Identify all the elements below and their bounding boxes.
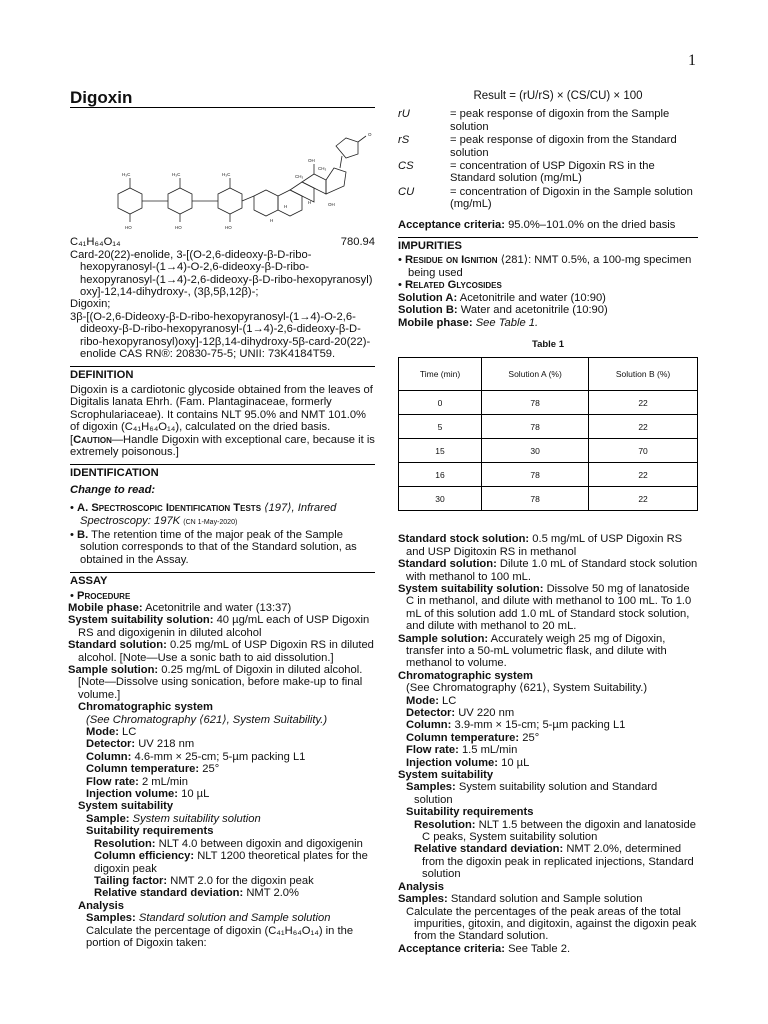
value: System suitability solution <box>132 812 261 825</box>
assay-calc: Calculate the percentage of digoxin (C₄₁H₆₄O₁₄) in the portion of Digoxin taken: <box>86 924 354 949</box>
table-body <box>399 391 698 511</box>
chemical-name: Card-20(22)-enolide, 3-[(O-2,6-dideoxy-β-D-ribo-hexopyranosyl-(1→4)-O-2,6-dideoxy-β-D-ribo-hexopyranosyl-(1→4)-2,6-dideoxy-β-D-ribo-hexopyranosyl) oxy]-12,14-dihydroxy-, (3β,5β,12β)-; <box>70 248 373 299</box>
value: NLT 4.0 between digoxin and digoxigenin <box>158 837 363 850</box>
assay-injection-volume <box>70 788 375 800</box>
assay-chrom-ref: (See Chromatography ⟨621⟩, System Suitability.) <box>86 713 328 726</box>
table-cell: 78 <box>482 463 589 487</box>
value: 95.0%–101.0% on the dried basis <box>508 218 676 231</box>
table-cell: 78 <box>482 487 589 511</box>
assay-analysis-label: Analysis <box>78 899 125 912</box>
solution-b <box>398 304 698 316</box>
table-header-cell: Time (min) <box>399 358 482 391</box>
identification-b: • B. The retention time of the major peak of the Sample solution corresponds to that of the Standard solution, as obtained in the Assay. <box>70 528 357 566</box>
item-text: 25° <box>519 731 540 744</box>
struct-label: H₃C <box>172 172 181 178</box>
struct-label: CH₃ <box>295 174 304 180</box>
procedure-item <box>398 732 698 744</box>
def-text: = concentration of Digoxin in the Sample solution (mg/mL) <box>450 185 693 211</box>
value: 40 µg/mL each of USP Digoxin RS and digoxigenin in diluted alcohol <box>78 614 370 639</box>
assay-efficiency <box>70 850 375 875</box>
chemical-name: Digoxin; <box>70 298 111 311</box>
assay-resolution <box>70 838 375 850</box>
value: Acetonitrile and water (10:90) <box>459 291 606 304</box>
table-cell: 30 <box>482 439 589 463</box>
table-cell: 78 <box>482 415 589 439</box>
label: Column efficiency: <box>94 850 195 863</box>
item-label: Standard solution: <box>398 558 497 571</box>
item-text: Dilute 1.0 mL of Standard stock solution with methanol to 100 mL. <box>406 558 698 583</box>
struct-label: HO <box>175 225 182 231</box>
result-equation: Result = (rU/rS) × (CS/CU) × 100 <box>473 90 643 102</box>
struct-label: HO <box>125 225 132 231</box>
label: Column: <box>86 750 132 763</box>
roi-label: Residue on Ignition <box>405 254 498 267</box>
label: Detector: <box>86 738 136 751</box>
identification-a: • A. Spectroscopic Identification Tests ⟨197⟩, Infrared Spectroscopy: 197K (CN 1-May-2020) <box>70 502 337 527</box>
item-label: Standard stock solution: <box>398 533 530 546</box>
label: Samples: <box>86 912 136 925</box>
assay-ss-label: System suitability <box>78 800 174 813</box>
item-label: Relative standard deviation: <box>414 843 564 856</box>
item-text: 1.5 mL/min <box>458 744 518 757</box>
value: NMT 2.0% <box>246 887 299 900</box>
procedure-item <box>398 943 698 955</box>
table-row <box>399 391 698 415</box>
table-header-row <box>399 358 698 391</box>
item-text: LC <box>438 694 457 707</box>
struct-label: O <box>368 132 372 138</box>
item-text: Calculate the percentages of the peak areas of the total impurities, gitoxin, and digitoxin, against the digoxin peak from the Standard solution. <box>406 905 697 943</box>
def-symbol: CU <box>398 185 415 198</box>
assay-sample-solution <box>70 664 375 701</box>
value: 0.25 mg/mL of Digoxin in diluted alcohol. [Note—Dissolve using sonication, before make-up to final volume.] <box>78 664 363 701</box>
label: Solution B: <box>398 304 458 317</box>
procedure-item <box>398 682 698 694</box>
table-cell: 15 <box>399 439 482 463</box>
value: 4.6-mm × 25-cm; 5-µm packing L1 <box>134 750 306 763</box>
label: System suitability solution: <box>68 614 214 627</box>
procedure-item <box>398 633 698 670</box>
item-text: See Table 2. <box>504 942 571 955</box>
id-b-label: B. <box>77 528 89 541</box>
table-row <box>399 487 698 511</box>
rg-label: Related Glycosides <box>405 279 502 292</box>
procedure-item <box>398 744 698 756</box>
procedure-item <box>398 843 698 880</box>
value: Acetonitrile and water (13:37) <box>145 601 292 614</box>
digoxin-structure-diagram <box>70 116 375 234</box>
id-b-text: The retention time of the major peak of the Sample solution corresponds to that of the Standard solution, as obtained in the Assay. <box>80 528 357 566</box>
procedure-item <box>398 757 698 769</box>
value: See Table 1. <box>475 316 539 329</box>
label: Sample solution: <box>68 664 159 676</box>
id-a-note: (CN 1-May-2020) <box>183 518 238 526</box>
identification-heading: IDENTIFICATION <box>70 464 375 479</box>
item-label: Injection volume: <box>406 756 498 769</box>
label: Acceptance criteria: <box>398 218 505 231</box>
table-cell: 0 <box>399 391 482 415</box>
table-cell: 30 <box>399 487 482 511</box>
table-cell: 70 <box>589 439 698 463</box>
procedure-item <box>398 893 698 905</box>
procedure-item <box>398 583 698 633</box>
assay-column-temp <box>70 763 375 775</box>
item-text: System suitability solution and Standard solution <box>414 781 658 806</box>
item-label: Suitability requirements <box>406 806 534 819</box>
label: Column temperature: <box>86 763 200 776</box>
chemical-structure <box>70 116 375 234</box>
item-text: 3.9-mm × 15-cm; 5-µm packing L1 <box>451 719 626 732</box>
procedure-label: Procedure <box>77 589 131 602</box>
residue-on-ignition: • Residue on Ignition ⟨281⟩: NMT 0.5%, a 100-mg specimen being used <box>398 254 692 279</box>
value: Standard solution and Sample solution <box>138 912 331 925</box>
value: 2 mL/min <box>141 775 188 788</box>
value: NLT 1200 theoretical plates for the digoxin peak <box>94 850 368 875</box>
caution-label: Caution <box>73 433 112 446</box>
assay-column <box>70 751 375 763</box>
item-label: System suitability solution: <box>398 582 544 595</box>
item-text: 0.5 mg/mL of USP Digoxin RS and USP Digitoxin RS in methanol <box>406 533 683 558</box>
formula-row <box>70 236 375 248</box>
label: Resolution: <box>94 837 156 850</box>
assay-standard-solution <box>70 639 375 664</box>
procedure-item <box>398 670 698 682</box>
assay-mode <box>70 726 375 738</box>
page-number: 1 <box>688 52 696 69</box>
procedure-item <box>398 719 698 731</box>
item-text: NLT 1.5 between the digoxin and lanatoside C peaks, System suitability solution <box>422 818 696 844</box>
table-row <box>399 439 698 463</box>
label: Sample: <box>86 812 130 825</box>
procedure-item <box>398 533 698 558</box>
chemical-name: 3β-[(O-2,6-Dideoxy-β-D-ribo-hexopyranosyl-(1→4)-O-2,6-dideoxy-β-D-ribo-hexopyranosyl-(1→4)-2,6-dideoxy-β-D-ribo-hexopyranosyl)oxy]-12β,14-dihydroxy-5β-card-20(22)-enolide CAS RN®: 20830-75-5; UNII: 73K4184T59. <box>70 310 371 361</box>
table-cell: 22 <box>589 463 698 487</box>
struct-label: OH <box>328 202 335 208</box>
change-to-read: Change to read: <box>70 483 156 496</box>
struct-label: HO <box>225 225 232 231</box>
def-symbol: rU <box>398 108 410 121</box>
left-column <box>68 88 375 949</box>
item-label: Column: <box>406 719 452 732</box>
value: NMT 2.0 for the digoxin peak <box>170 874 314 887</box>
procedure-item <box>398 695 698 707</box>
procedure: • Procedure <box>70 589 131 602</box>
procedure-item <box>398 558 698 583</box>
procedure-item <box>398 769 698 781</box>
struct-label: OH <box>308 158 315 164</box>
label: Mobile phase: <box>398 316 473 329</box>
procedure-item <box>398 819 698 844</box>
item-label: Analysis <box>398 880 445 893</box>
molecular-formula: C₄₁H₆₄O₁₄ <box>70 236 121 249</box>
procedure-item <box>398 881 698 893</box>
definition-text: Digoxin is a cardiotonic glycoside obtained from the leaves of Digitalis lanata Ehrh. (Fam. Plantaginaceae, formerly Scrophulariaceae). It contains NLT 95.0% and NMT 101.0% of digoxin (C₄₁H₆₄O₁₄), calculated on the dried basis. <box>70 383 373 434</box>
item-text: 10 µL <box>498 756 530 769</box>
value: UV 218 nm <box>138 738 195 751</box>
caution-note: [Caution—Handle Digoxin with exceptional care, because it is extremely poisonous.] <box>70 433 375 458</box>
value: 25° <box>202 763 220 776</box>
assay-acceptance <box>398 219 698 231</box>
item-label: Acceptance criteria: <box>398 942 505 955</box>
def-symbol: rS <box>398 134 410 147</box>
struct-label: H <box>270 218 274 224</box>
definition-heading: DEFINITION <box>70 366 375 381</box>
def-text: = concentration of USP Digoxin RS in the Standard solution (mg/mL) <box>450 160 655 185</box>
related-items <box>398 533 698 955</box>
label: Solution A: <box>398 291 458 304</box>
assay-ss-sample <box>70 813 375 825</box>
table-row <box>399 463 698 487</box>
item-label: Samples: <box>398 893 448 906</box>
struct-label: H <box>284 204 288 210</box>
table-header-cell: Solution A (%) <box>482 358 589 391</box>
label: Mobile phase: <box>68 601 143 614</box>
item-label: Sample solution: <box>398 632 489 645</box>
table-caption: Table 1 <box>531 338 565 350</box>
label: Standard solution: <box>68 639 167 652</box>
value: Water and acetonitrile (10:90) <box>460 304 608 317</box>
value: 10 µL <box>181 788 210 801</box>
assay-analysis-samples <box>70 912 375 924</box>
label: Tailing factor: <box>94 874 168 887</box>
item-text: Accurately weigh 25 mg of Digoxin, transfer into a 50-mL volumetric flask, and dilute with methanol to volume. <box>406 632 667 670</box>
table-cell: 22 <box>589 391 698 415</box>
assay-detector <box>70 738 375 750</box>
molecular-weight: 780.94 <box>340 236 375 249</box>
related-glycosides: • Related Glycosides <box>398 279 502 292</box>
impurities-heading: IMPURITIES <box>398 237 698 252</box>
item-text: (See Chromatography ⟨621⟩, System Suitability.) <box>406 682 648 695</box>
table-cell: 16 <box>399 463 482 487</box>
label: Injection volume: <box>86 788 178 801</box>
id-a-title: Spectroscopic Identification Tests <box>91 502 262 515</box>
procedure-item <box>398 781 698 806</box>
def-text: = peak response of digoxin from the Standard solution <box>450 134 677 159</box>
label: Relative standard deviation: <box>94 887 244 900</box>
monograph-title: Digoxin <box>70 92 375 108</box>
table-cell: 5 <box>399 415 482 439</box>
item-label: Mode: <box>406 694 439 707</box>
procedure-item <box>398 806 698 818</box>
item-label: Column temperature: <box>406 731 520 744</box>
label: Mode: <box>86 726 119 739</box>
label: Flow rate: <box>86 775 139 788</box>
struct-label: H₃C <box>222 172 231 178</box>
struct-label: CH₃ <box>318 166 327 172</box>
item-text: NMT 2.0%, determined from the digoxin peak in replicated injections, Standard solution <box>422 843 694 881</box>
item-text: UV 220 nm <box>455 707 515 719</box>
procedure-item <box>398 707 698 719</box>
item-label: System suitability <box>398 769 494 782</box>
roi-text: ⟨281⟩: NMT 0.5%, a 100-mg specimen being used <box>408 254 692 279</box>
assay-rsd <box>70 887 375 899</box>
gradient-table <box>398 357 698 511</box>
def-text: = peak response of digoxin from the Sample solution <box>450 108 670 133</box>
assay-mobile-phase <box>70 602 375 614</box>
assay-req-label: Suitability requirements <box>86 825 214 838</box>
variable-definitions <box>398 108 698 210</box>
value: LC <box>122 726 137 739</box>
solution-a <box>398 292 698 304</box>
id-a-label: A. <box>77 502 89 515</box>
item-label: Detector: <box>406 707 456 719</box>
def-symbol: CS <box>398 160 414 173</box>
id-a-ref: ⟨197⟩, Infrared Spectroscopy: 197K <box>80 502 337 527</box>
table-header-cell: Solution B (%) <box>589 358 698 391</box>
mobile-phase <box>398 317 698 329</box>
item-text: Standard solution and Sample solution <box>447 893 643 906</box>
item-text: Dissolve 50 mg of lanatoside C in methanol, and dilute with methanol to 100 mL. To 1.0 mL of this solution add 1.0 mL of Standard stock solution, and dilute with methanol to 20 mL. <box>406 582 692 633</box>
right-column <box>398 90 698 955</box>
item-label: Flow rate: <box>406 744 459 757</box>
table-cell: 22 <box>589 415 698 439</box>
assay-tailing <box>70 875 375 887</box>
item-label: Resolution: <box>414 818 476 831</box>
item-label: Samples: <box>406 781 456 794</box>
assay-heading: ASSAY <box>70 572 375 587</box>
caution-text: —Handle Digoxin with exceptional care, because it is extremely poisonous.] <box>70 433 375 458</box>
table-cell: 22 <box>589 487 698 511</box>
procedure-item <box>398 906 698 943</box>
value: 0.25 mg/mL of USP Digoxin RS in diluted alcohol. [Note—Use a sonic bath to aid dissolution.] <box>78 639 374 664</box>
assay-chrom-label: Chromatographic system <box>78 701 213 714</box>
table-row <box>399 415 698 439</box>
assay-sys-suit-solution <box>70 614 375 639</box>
assay-flow-rate <box>70 776 375 788</box>
struct-label: H₃C <box>122 172 131 178</box>
item-label: Chromatographic system <box>398 669 533 682</box>
struct-label: H <box>308 200 312 206</box>
table-cell: 78 <box>482 391 589 415</box>
